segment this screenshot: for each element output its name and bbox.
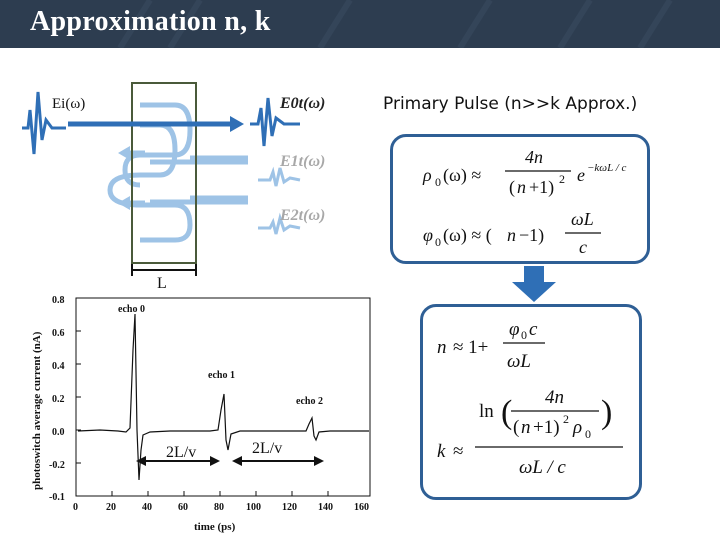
derivation-arrow: [510, 266, 558, 304]
x-tick: 160: [354, 502, 369, 513]
main-beam-arrowhead: [230, 116, 244, 132]
svg-text:(: (: [513, 417, 520, 438]
svg-text:(ω) ≈ (: (ω) ≈ (: [443, 225, 492, 245]
svg-text:(: (: [501, 394, 513, 431]
primary-pulse-equation-box: [390, 134, 650, 264]
svg-text:0: 0: [435, 235, 441, 249]
svg-text:4n: 4n: [525, 147, 543, 167]
x-tick: 120: [282, 502, 297, 513]
svg-text:2: 2: [563, 412, 569, 426]
x-tick: 0: [73, 502, 78, 513]
svg-text:c: c: [579, 237, 587, 257]
y-tick: 0.4: [52, 361, 65, 372]
y-tick: 0.8: [52, 295, 65, 306]
x-tick: 20: [106, 502, 116, 513]
svg-text:ωL / c: ωL / c: [519, 457, 566, 478]
svg-text:e: e: [577, 165, 585, 185]
svg-text:n: n: [507, 225, 516, 245]
svg-text:0: 0: [521, 328, 527, 342]
svg-text:(: (: [509, 177, 515, 197]
nk-equation-box: [420, 304, 642, 500]
y-tick: 0.2: [52, 394, 65, 405]
trans2-label: E2t(ω): [280, 207, 326, 224]
y-axis-label: photoswitch average current (nA): [31, 331, 43, 490]
svg-text:−1): −1): [519, 225, 545, 245]
svg-text:ln: ln: [479, 401, 494, 422]
svg-text:+1): +1): [529, 177, 555, 197]
x-tick: 40: [142, 502, 152, 513]
svg-text:k: k: [437, 441, 446, 462]
svg-text:φ: φ: [423, 225, 433, 245]
slide-title: Approximation n, k: [30, 6, 271, 37]
svg-text:−kωL / c: −kωL / c: [587, 162, 627, 174]
primary-pulse-heading: Primary Pulse (n>>k Approx.): [383, 94, 638, 114]
trans1-label: E1t(ω): [280, 153, 326, 170]
svg-text:φ: φ: [509, 319, 520, 340]
svg-text:c: c: [529, 319, 538, 340]
trans0-label: E0t(ω): [280, 95, 326, 112]
x-tick: 100: [246, 502, 261, 513]
y-tick: -0.1: [49, 492, 65, 503]
y-tick: 0.0: [52, 427, 65, 438]
echo-plot: [0, 290, 380, 540]
echo2-label: echo 2: [296, 396, 323, 407]
echo0-label: echo 0: [118, 304, 145, 315]
thickness-label: L: [157, 275, 167, 292]
svg-text:0: 0: [435, 175, 441, 189]
y-tick: 0.6: [52, 328, 65, 339]
svg-text:(ω) ≈: (ω) ≈: [443, 165, 482, 185]
svg-text:0: 0: [585, 427, 591, 441]
svg-text:2: 2: [559, 172, 565, 186]
svg-text:n: n: [521, 417, 531, 438]
svg-text:ρ: ρ: [423, 165, 432, 185]
svg-text:≈ 1+: ≈ 1+: [453, 337, 489, 358]
x-tick: 80: [214, 502, 224, 513]
echo-pulse-1: [258, 168, 300, 186]
svg-text:ωL: ωL: [507, 351, 531, 372]
x-tick: 60: [178, 502, 188, 513]
span2-label: 2L/v: [252, 440, 283, 457]
y-tick: -0.2: [49, 460, 65, 471]
incident-label: Ei(ω): [52, 96, 86, 112]
n-k-equations: [423, 307, 639, 497]
x-axis-label: time (ps): [194, 521, 236, 533]
svg-text:n: n: [517, 177, 526, 197]
span1-label: 2L/v: [166, 444, 197, 461]
svg-text:ρ: ρ: [573, 417, 583, 438]
header-bar: [0, 0, 720, 48]
rho-phi-equations: [393, 137, 647, 261]
signal-trace: [78, 314, 369, 480]
svg-text:+1): +1): [533, 417, 560, 438]
svg-text:n: n: [437, 337, 447, 358]
svg-text:ωL: ωL: [571, 209, 594, 229]
svg-text:): ): [601, 394, 613, 431]
svg-text:≈: ≈: [453, 441, 464, 462]
svg-text:4n: 4n: [545, 387, 564, 408]
echo1-label: echo 1: [208, 370, 235, 381]
x-tick: 140: [318, 502, 333, 513]
